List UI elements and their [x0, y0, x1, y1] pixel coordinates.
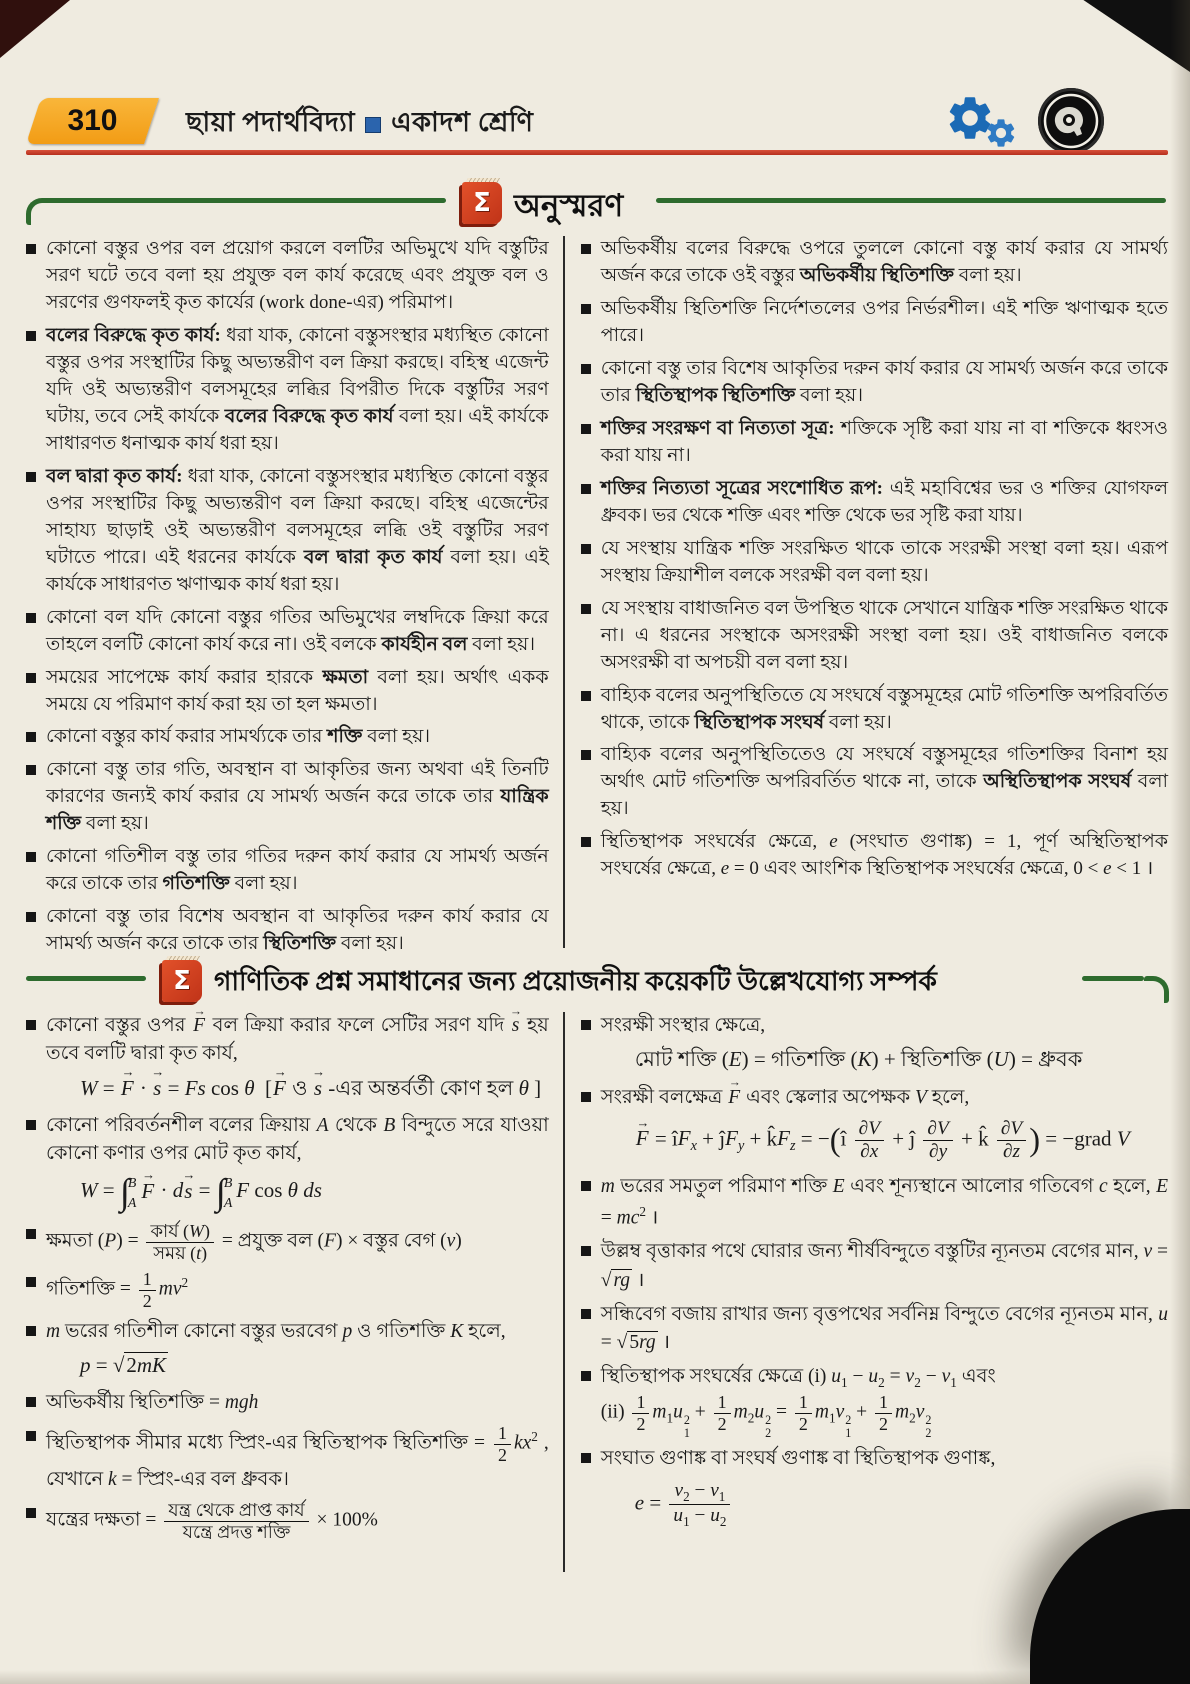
page-header — [26, 96, 1164, 152]
green-line-hook-right — [1144, 976, 1169, 1003]
formula-item: অভিকর্ষীয় স্থিতিশক্তি = mgh — [26, 1389, 549, 1417]
bullet-square-icon — [581, 1092, 591, 1102]
recap-item: কোনো বস্তু তার বিশেষ অবস্থান বা আকৃতির দরুন কার্য করার যে সামর্থ্য অর্জন করে তাকে তার স্থিতিশক্তি বলা হয়। — [26, 904, 549, 958]
green-line-left — [46, 198, 446, 203]
formula-item: m ভরের সমতুল পরিমাণ শক্তি E এবং শূন্যস্থানে আলোর গতিবেগ c হলে, $E = mc^2$ । — [581, 1173, 1168, 1232]
recap-right-column — [563, 236, 1168, 948]
sigma-book-icon: Σ — [158, 954, 202, 1002]
bullet-square-icon — [26, 1431, 36, 1441]
recap-item: কোনো বস্তু তার গতি, অবস্থান বা আকৃতির জন্য অথবা এই তিনটি কারণের জন্যই কার্য করার যে সামর্থ্য অর্জন করে তাকে তার যান্ত্রিক শক্তি বলা হয়। — [26, 757, 549, 838]
recap-section-title: অনুস্মরণ — [514, 188, 624, 223]
formula-item: সংরক্ষী বলক্ষেত্র → F এবং স্কেলার অপেক্ষক V হলে, → $F = îF_x$ + $ĵF_y$ + $k̂F_z$ = −(î $\frac{\partial V}{\partial x}$ + ĵ $\frac{\partial V}{\partial y}$ + k̂ $\frac{\partial V}{\partial z}$ ) = −grad V — [581, 1084, 1168, 1168]
formula-item: যন্ত্রের দক্ষতা = $\frac{\text{যন্ত্র থেকে প্রাপ্ত কার্য}}{\text{যন্ত্রে প্রদত্ত শক্তি}}$ × 100% — [26, 1500, 549, 1542]
recap-item: অভিকর্ষীয় স্থিতিশক্তি নির্দেশতলের ওপর নির্ভরশীল। এই শক্তি ঋণাত্মক হতে পারে। — [581, 296, 1168, 350]
bullet-square-icon — [581, 1371, 591, 1381]
bullet-square-icon — [26, 613, 36, 623]
recap-columns — [26, 236, 1169, 955]
scan-corner-top-left — [0, 0, 70, 58]
recap-item: কোনো বস্তুর কার্য করার সামর্থ্যকে তার শক্তি বলা হয়। — [26, 724, 549, 751]
green-line-right — [656, 198, 1166, 203]
green-line-right — [1082, 976, 1144, 981]
bullet-square-icon — [581, 304, 591, 314]
formula-item: সংঘাত গুণাঙ্ক বা সংঘর্ষ গুণাঙ্ক বা স্থিতিস্থাপক গুণাঙ্ক, e = $\frac{v_2 - v_1}{u_1 - u_2}$ — [581, 1445, 1168, 1532]
bullet-square-icon — [581, 424, 591, 434]
bullet-square-icon — [581, 604, 591, 614]
formula-item: স্থিতিস্থাপক সীমার মধ্যে স্প্রিং-এর স্থিতিস্থাপক স্থিতিশক্তি = $\frac{1}{2}$ $kx^2$ , যেখানে k = স্প্রিং-এর বল ধ্রুবক। — [26, 1423, 549, 1494]
bullet-square-icon — [26, 1020, 36, 1030]
bullet-square-icon — [581, 1181, 591, 1191]
bullet-square-icon — [26, 331, 36, 341]
bullet-square-icon — [26, 852, 36, 862]
bullet-square-icon — [581, 244, 591, 254]
gear-small-icon — [984, 116, 1018, 150]
bullet-square-icon — [26, 1508, 36, 1518]
green-line-left — [26, 976, 146, 981]
formula-item: উল্লম্ব বৃত্তাকার পথে ঘোরার জন্য শীর্ষবিন্দুতে বস্তুটির ন্যূনতম বেগের মান, v = √ rg । — [581, 1238, 1168, 1295]
bullet-square-icon — [26, 732, 36, 742]
recap-item: বাহ্যিক বলের অনুপস্থিতিতে যে সংঘর্ষে বস্তুসমূহের মোট গতিশক্তি অপরিবর্তিত থাকে, তাকে স্থিতিস্থাপক সংঘর্ষ বলা হয়। — [581, 683, 1168, 737]
recap-item: যে সংস্থায় বাধাজনিত বল উপস্থিত থাকে সেখানে যান্ত্রিক শক্তি সংরক্ষিত থাকে না। এ ধরনের সংস্থাকে অসংরক্ষী সংস্থা বলা হয়। ওই বাধাজনিত বলকে অসংরক্ষী বা অপচয়ী বল বলা হয়। — [581, 596, 1168, 677]
bullet-square-icon — [581, 484, 591, 494]
bullet-square-icon — [26, 1326, 36, 1336]
bullet-square-icon — [26, 1277, 36, 1287]
recap-item: কোনো বস্তু তার বিশেষ আকৃতির দরুন কার্য করার যে সামর্থ্য অর্জন করে তাকে তার স্থিতিস্থাপক স্থিতিশক্তি বলা হয়। — [581, 356, 1168, 410]
bullet-square-icon — [26, 1397, 36, 1407]
formula-item: কোনো পরিবর্তনশীল বলের ক্রিয়ায় A থেকে B বিন্দুতে সরে যাওয়া কোনো কণার ওপর মোট কৃত কার্য, W = ∫ B A → F · d→ s = ∫ B A F cos θ ds — [26, 1112, 549, 1215]
formulas-columns — [26, 1012, 1168, 1572]
bullet-square-icon — [26, 912, 36, 922]
bullet-square-icon — [26, 673, 36, 683]
bullet-square-icon — [581, 1020, 591, 1030]
bullet-square-icon — [581, 1309, 591, 1319]
formulas-section-title: গাণিতিক প্রশ্ন সমাধানের জন্য প্রয়োজনীয় কয়েকটি উল্লেখযোগ্য সম্পর্ক — [214, 966, 937, 996]
bullet-square-icon — [26, 1229, 36, 1239]
recap-item: অভিকর্ষীয় বলের বিরুদ্ধে ওপরে তুললে কোনো বস্তু কার্য করার যে সামর্থ্য অর্জন করে তাকে ওই বস্তুর অভিকর্ষীয় স্থিতিশক্তি বলা হয়। — [581, 236, 1168, 290]
page-number: 310 — [67, 104, 118, 137]
sigma-book-icon: Σ — [458, 176, 502, 224]
bullet-square-icon — [26, 472, 36, 482]
formula-item: m ভরের গতিশীল কোনো বস্তুর ভরবেগ p ও গতিশক্তি K হলে, p = √2mK — [26, 1318, 549, 1384]
bullet-square-icon — [581, 1246, 591, 1256]
recap-left-column — [26, 236, 563, 955]
recap-item: কোনো গতিশীল বস্তু তার গতির দরুন কার্য করার যে সামর্থ্য অর্জন করে তাকে তার গতিশক্তি বলা হয়। — [26, 844, 549, 898]
recap-item: যে সংস্থায় যান্ত্রিক শক্তি সংরক্ষিত থাকে তাকে সংরক্ষী সংস্থা বলা হয়। এরূপ সংস্থায় ক্রিয়াশীল বলকে সংরক্ষী বল বলা হয়। — [581, 536, 1168, 590]
bullet-square-icon — [581, 750, 591, 760]
formulas-left-column — [26, 1012, 563, 1572]
bullet-square-icon — [581, 837, 591, 847]
page-edge-shadow-bottom — [0, 1670, 1190, 1684]
series-title: ছায়া পদার্থবিদ্যা — [186, 107, 356, 137]
recap-item: বলের বিরুদ্ধে কৃত কার্য: ধরা যাক, কোনো বস্তুসংস্থার মধ্যস্থিত কোনো বস্তুর ওপর সংস্থাটির কিছু অভ্যন্তরীণ বল ক্রিয়া করছে। বহিস্থ এজেন্ট যদি ওই অভ্যন্তরীণ বলসমূহের লব্ধির বিপরীত দিকে বস্তুটির সরণ ঘটায়, তবে সেই কার্যকে বলের বিরুদ্ধে কৃত কার্য বলা হয়। এই কার্যকে সাধারণত ধনাত্মক কার্য ধরা হয়। — [26, 323, 549, 458]
gears-icon — [944, 90, 1024, 154]
formula-item: গতিশক্তি = $\frac{1}{2}$ $mv^2$ — [26, 1269, 549, 1311]
bullet-square-icon — [581, 1453, 591, 1463]
page-number-tab — [26, 98, 159, 144]
formula-item: কোনো বস্তুর ওপর → F বল ক্রিয়া করার ফলে সেটির সরণ যদি → s হয় তবে বলটি দ্বারা কৃত কার্য, W = → F · → s = Fs cos θ [→ F ও → s -এর অন্তর্বর্তী কোণ হল θ ] — [26, 1012, 549, 1106]
header-rule — [26, 150, 1168, 155]
recap-item: কোনো বস্তুর ওপর বল প্রয়োগ করলে বলটির অভিমুখে যদি বস্তুটির সরণ ঘটে তবে বলা হয় প্রযুক্ত বল কার্য করেছে এবং প্রযুক্ত বল ও সরণের গুণফলই কৃত কার্যের (work done-এর) পরিমাপ। — [26, 236, 549, 317]
recap-item: শক্তির সংরক্ষণ বা নিত্যতা সূত্র: শক্তিকে সৃষ্টি করা যায় না বা শক্তিকে ধ্বংসও করা যায় না। — [581, 416, 1168, 470]
recap-section-header — [0, 176, 1190, 230]
formula-item: ক্ষমতা (P) = $\frac{\text{কার্য (W)}}{\text{সময় (t)}}$ = প্রযুক্ত বল (F) × বস্তুর বেগ (v) — [26, 1221, 549, 1263]
title-separator-square-icon — [365, 117, 381, 133]
publisher-brain-logo-icon — [1038, 88, 1104, 154]
formula-item: সংরক্ষী সংস্থার ক্ষেত্রে, মোট শক্তি (E) = গতিশক্তি (K) + স্থিতিশক্তি (U) = ধ্রুবক — [581, 1012, 1168, 1078]
recap-item: বাহ্যিক বলের অনুপস্থিতিতেও যে সংঘর্ষে বস্তুসমূহের গতিশক্তির বিনাশ হয় অর্থাৎ মোট গতিশক্তি অপরিবর্তিত থাকে না, তাকে অস্থিতিস্থাপক সংঘর্ষ বলা হয়। — [581, 742, 1168, 823]
class-title: একাদশ শ্রেণি — [391, 107, 534, 137]
bullet-square-icon — [26, 244, 36, 254]
bullet-square-icon — [581, 544, 591, 554]
bullet-square-icon — [26, 1120, 36, 1130]
bullet-square-icon — [581, 364, 591, 374]
bullet-square-icon — [581, 691, 591, 701]
page-edge-shadow-right — [1170, 0, 1190, 1684]
formula-item: স্থিতিস্থাপক সংঘর্ষের ক্ষেত্রে (i) $u_1 - u_2 = v_2 - v_1$ এবং (ii) $\frac{1}{2}$ $m_1u$ 2 1 + $\frac{1}{2}$ $m_2u$ 2 2 = $\frac{1}{2}$ $m_1v$ 2 1 + $\frac{1}{2}$ $m_2v$ 2 2 — [581, 1363, 1168, 1439]
book-title — [186, 102, 533, 147]
formulas-section-header — [0, 952, 1190, 1006]
recap-item: স্থিতিস্থাপক সংঘর্ষের ক্ষেত্রে, e (সংঘাত গুণাঙ্ক) = 1, পূর্ণ অস্থিতিস্থাপক সংঘর্ষের ক্ষেত্রে, e = 0 এবং আংশিক স্থিতিস্থাপক সংঘর্ষের ক্ষেত্রে, 0 < e < 1 । — [581, 829, 1168, 883]
formula-item: সন্ধিবেগ বজায় রাখার জন্য বৃত্তপথের সর্বনিম্ন বিন্দুতে বেগের ন্যূনতম মান, u = √ 5rg । — [581, 1301, 1168, 1358]
recap-item: কোনো বল যদি কোনো বস্তুর গতির অভিমুখের লম্বদিকে ক্রিয়া করে তাহলে বলটি কোনো কার্য করে না। ওই বলকে কার্যহীন বল বলা হয়। — [26, 605, 549, 659]
bullet-square-icon — [26, 765, 36, 775]
formulas-right-column — [563, 1012, 1168, 1572]
recap-item: শক্তির নিত্যতা সূত্রের সংশোধিত রূপ: এই মহাবিশ্বের ভর ও শক্তির যোগফল ধ্রুবক। ভর থেকে শক্তি এবং শক্তি থেকে ভর সৃষ্টি করা যায়। — [581, 476, 1168, 530]
recap-item: সময়ের সাপেক্ষে কার্য করার হারকে ক্ষমতা বলা হয়। অর্থাৎ একক সময়ে যে পরিমাণ কার্য করা হয় তা হল ক্ষমতা। — [26, 665, 549, 719]
recap-item: বল দ্বারা কৃত কার্য: ধরা যাক, কোনো বস্তুসংস্থার মধ্যস্থিত কোনো বস্তুর ওপর সংস্থাটির কিছু অভ্যন্তরীণ বল ক্রিয়া করছে। বহিস্থ এজেন্টের সাহায্য ছাড়াই ওই অভ্যন্তরীণ বলসমূহের লব্ধি ওই বস্তুটির সরণ ঘটাতে পারে। এই ধরনের কার্যকে বল দ্বারা কৃত কার্য বলা হয়। এই কার্যকে সাধারণত ঋণাত্মক কার্য ধরা হয়। — [26, 464, 549, 599]
